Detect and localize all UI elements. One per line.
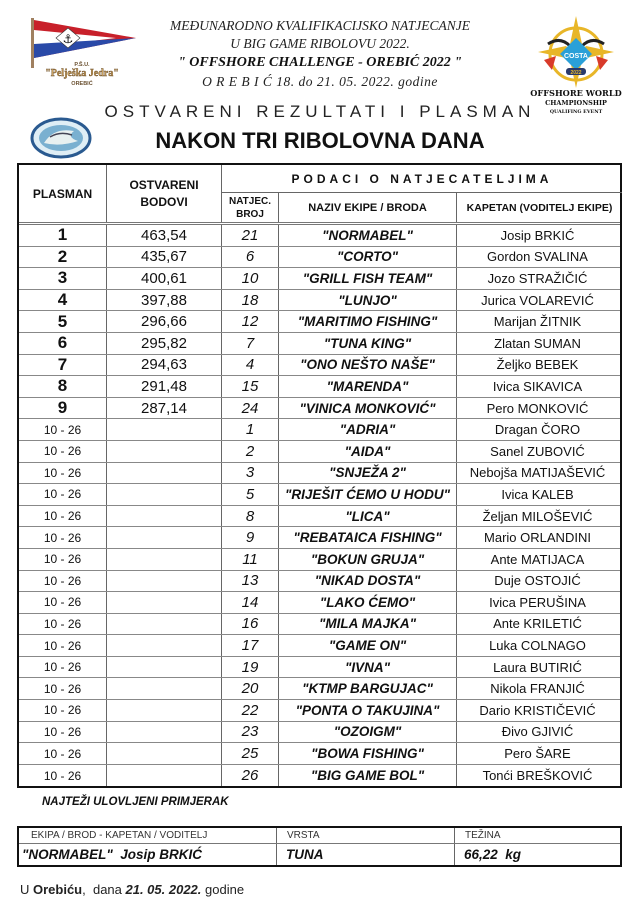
bodovi-cell: 296,66 xyxy=(107,311,222,332)
plasman-cell: 10 - 26 xyxy=(19,657,107,678)
kapetan-cell: Josip BRKIĆ xyxy=(500,227,575,243)
header-line-1: MEĐUNARODNO KVALIFIKACIJSKO NATJECANJE xyxy=(170,18,470,33)
svg-text:⚓: ⚓ xyxy=(62,32,74,46)
table-row xyxy=(19,376,620,398)
table-row xyxy=(19,463,620,485)
table-row xyxy=(19,722,620,744)
naziv-cell: "LUNJO" xyxy=(279,290,457,311)
naziv-cell: "SNJEŽA 2" xyxy=(279,463,457,484)
kapetan-cell: Đivo GJIVIĆ xyxy=(501,724,574,740)
naziv-cell: "GAME ON" xyxy=(279,635,457,656)
table-row xyxy=(19,700,620,722)
naziv-cell: "BOWA FISHING" xyxy=(279,743,457,764)
plasman-cell: 10 - 26 xyxy=(19,614,107,635)
plasman-cell: 10 - 26 xyxy=(19,743,107,764)
plasman-cell: 6 xyxy=(19,333,107,354)
table-row xyxy=(19,506,620,528)
bodovi-cell xyxy=(107,700,222,721)
plasman-cell: 1 xyxy=(19,225,107,246)
kapetan-cell: Pero ŠARE xyxy=(504,746,571,762)
table-row xyxy=(19,614,620,636)
broj-cell: 21 xyxy=(222,225,279,246)
naziv-cell: "BIG GAME BOL" xyxy=(279,765,457,787)
footer-place: Orebiću xyxy=(33,882,83,897)
naziv-cell: "MARENDA" xyxy=(279,376,457,397)
plasman-cell: 4 xyxy=(19,290,107,311)
naziv-cell: "LICA" xyxy=(279,506,457,527)
naziv-cell: "IVNA" xyxy=(279,657,457,678)
col-header-kapetan: KAPETAN (VODITELJ EKIPE) xyxy=(466,201,613,214)
footer-date: 21. 05. 2022. xyxy=(125,882,202,897)
broj-cell: 4 xyxy=(222,355,279,376)
plasman-cell: 10 - 26 xyxy=(19,419,107,440)
heaviest-catch-table xyxy=(17,826,622,867)
naziv-cell: "KTMP BARGUJAC" xyxy=(279,678,457,699)
logo-top-text: P.Š.U. xyxy=(74,62,90,68)
bodovi-cell xyxy=(107,571,222,592)
kapetan-cell: Nebojša MATIJAŠEVIĆ xyxy=(469,465,606,481)
naziv-cell: "REBATAICA FISHING" xyxy=(279,527,457,548)
bodovi-cell xyxy=(107,441,222,462)
broj-cell: 19 xyxy=(222,657,279,678)
plasman-cell: 5 xyxy=(19,311,107,332)
naziv-cell: "AIDA" xyxy=(279,441,457,462)
broj-cell: 18 xyxy=(222,290,279,311)
broj-cell: 1 xyxy=(222,419,279,440)
footer-mid: , dana xyxy=(82,882,126,897)
naziv-cell: "RIJEŠIT ĆEMO U HODU" xyxy=(279,484,457,505)
plasman-cell: 10 - 26 xyxy=(19,463,107,484)
col-header-bodovi-line2: BODOVI xyxy=(140,194,188,209)
kapetan-cell: Sanel ZUBOVIĆ xyxy=(490,443,585,459)
naziv-cell: "PONTA O TAKUJINA" xyxy=(279,700,457,721)
bodovi-cell: 294,63 xyxy=(107,355,222,376)
bodovi-cell xyxy=(107,463,222,484)
table-row xyxy=(19,527,620,549)
bodovi-cell: 463,54 xyxy=(107,225,222,246)
plasman-cell: 10 - 26 xyxy=(19,592,107,613)
col-header-vrsta: VRSTA xyxy=(277,828,455,843)
heaviest-catch-row xyxy=(19,844,620,865)
heaviest-catch-header-row xyxy=(19,828,620,844)
broj-cell: 8 xyxy=(222,506,279,527)
broj-cell: 16 xyxy=(222,614,279,635)
plasman-cell: 8 xyxy=(19,376,107,397)
bodovi-cell xyxy=(107,614,222,635)
naziv-cell: "ADRIA" xyxy=(279,419,457,440)
broj-cell: 22 xyxy=(222,700,279,721)
broj-cell: 10 xyxy=(222,268,279,289)
plasman-cell: 10 - 26 xyxy=(19,441,107,462)
kapetan-cell: Jurica VOLAREVIĆ xyxy=(481,292,594,308)
kapetan-cell: Pero MONKOVIĆ xyxy=(486,400,589,416)
kapetan-cell: Ivica PERUŠINA xyxy=(489,594,586,610)
kapetan-cell: Gordon SVALINA xyxy=(487,249,588,265)
kapetan-cell: Dario KRISTIČEVIĆ xyxy=(479,702,596,718)
bodovi-cell xyxy=(107,484,222,505)
bodovi-cell xyxy=(107,592,222,613)
footer-suffix: godine xyxy=(201,882,245,897)
col-header-broj xyxy=(222,193,279,222)
results-table-header xyxy=(19,165,620,225)
table-row xyxy=(19,268,620,290)
broj-cell: 3 xyxy=(222,463,279,484)
bodovi-cell xyxy=(107,506,222,527)
kapetan-cell: Ivica SIKAVICA xyxy=(492,378,583,394)
bodovi-cell: 287,14 xyxy=(107,398,222,419)
col-header-broj-line1: NATJEC. xyxy=(228,195,272,207)
kapetan-cell: Tonći BREŠKOVIĆ xyxy=(482,768,593,784)
table-row xyxy=(19,765,620,787)
plasman-cell: 10 - 26 xyxy=(19,527,107,548)
results-table xyxy=(17,163,622,788)
broj-cell: 24 xyxy=(222,398,279,419)
naziv-cell: "OZOIGM" xyxy=(279,722,457,743)
kapetan-cell: Laura BUTIRIĆ xyxy=(493,659,582,675)
table-row xyxy=(19,592,620,614)
broj-cell: 14 xyxy=(222,592,279,613)
plasman-cell: 10 - 26 xyxy=(19,722,107,743)
kapetan-cell: Željan MILOŠEVIĆ xyxy=(482,508,593,524)
page-title: OSTVARENI REZULTATI I PLASMAN xyxy=(104,102,536,121)
col-header-tezina: TEŽINA xyxy=(465,830,501,841)
broj-cell: 15 xyxy=(222,376,279,397)
naziv-cell: "MARITIMO FISHING" xyxy=(279,311,457,332)
table-row xyxy=(19,484,620,506)
logo-year-text: 2022 xyxy=(570,70,582,76)
table-row xyxy=(19,571,620,593)
kapetan-cell: Zlatan SUMAN xyxy=(494,335,581,351)
kapetan-cell: Ante KRILETIĆ xyxy=(493,616,582,632)
table-row xyxy=(19,247,620,269)
bodovi-cell: 400,61 xyxy=(107,268,222,289)
logo-line2: CHAMPIONSHIP xyxy=(545,99,607,107)
col-header-bodovi-line1: OSTVARENI xyxy=(129,177,199,192)
table-row xyxy=(19,678,620,700)
table-row xyxy=(19,355,620,377)
catch-ekipa: "NORMABEL" Josip BRKIĆ xyxy=(19,844,277,865)
broj-cell: 26 xyxy=(222,765,279,787)
table-row xyxy=(19,441,620,463)
plasman-cell: 10 - 26 xyxy=(19,678,107,699)
table-row xyxy=(19,290,620,312)
col-header-naziv: NAZIV EKIPE / BRODA xyxy=(279,193,457,222)
bodovi-cell: 435,67 xyxy=(107,247,222,268)
bodovi-cell xyxy=(107,549,222,570)
broj-cell: 20 xyxy=(222,678,279,699)
kapetan-cell: Dragan ČORO xyxy=(494,422,581,438)
bodovi-cell xyxy=(107,765,222,787)
plasman-cell: 2 xyxy=(19,247,107,268)
bodovi-cell: 397,88 xyxy=(107,290,222,311)
table-row xyxy=(19,311,620,333)
bodovi-cell xyxy=(107,527,222,548)
broj-cell: 12 xyxy=(222,311,279,332)
plasman-cell: 10 - 26 xyxy=(19,635,107,656)
bodovi-cell xyxy=(107,722,222,743)
plasman-cell: 10 - 26 xyxy=(19,506,107,527)
results-table-body xyxy=(19,225,620,786)
plasman-cell: 9 xyxy=(19,398,107,419)
col-header-broj-line2: BROJ xyxy=(236,208,264,220)
logo-line3: QUALIFING EVENT xyxy=(549,109,603,115)
event-name: " OFFSHORE CHALLENGE - OREBIĆ 2022 " xyxy=(178,55,462,70)
kapetan-cell: Nikola FRANJIĆ xyxy=(490,681,585,697)
col-header-bodovi xyxy=(107,165,222,222)
naziv-cell: "NORMABEL" xyxy=(279,225,457,246)
bodovi-cell xyxy=(107,743,222,764)
plasman-cell: 3 xyxy=(19,268,107,289)
bodovi-cell: 295,82 xyxy=(107,333,222,354)
naziv-cell: "VINICA MONKOVIĆ" xyxy=(279,398,457,419)
bodovi-cell: 291,48 xyxy=(107,376,222,397)
broj-cell: 23 xyxy=(222,722,279,743)
catch-tezina: 66,22 kg xyxy=(464,847,522,862)
plasman-cell: 10 - 26 xyxy=(19,571,107,592)
kapetan-cell: Marijan ŽITNIK xyxy=(493,314,582,330)
table-row xyxy=(19,225,620,247)
costa-badge-text: COSTA xyxy=(564,53,588,60)
broj-cell: 5 xyxy=(222,484,279,505)
plasman-cell: 10 - 26 xyxy=(19,484,107,505)
naziv-cell: "ONO NEŠTO NAŠE" xyxy=(279,355,457,376)
kapetan-cell: Mario ORLANDINI xyxy=(484,530,591,546)
table-row xyxy=(19,419,620,441)
bodovi-cell xyxy=(107,678,222,699)
plasman-cell: 7 xyxy=(19,355,107,376)
table-row xyxy=(19,333,620,355)
page-subtitle: NAKON TRI RIBOLOVNA DANA xyxy=(155,128,485,153)
footer-prefix: U xyxy=(20,882,33,897)
event-dates: O R E B I Ć 18. do 21. 05. 2022. godine xyxy=(202,74,438,89)
kapetan-cell: Ivica KALEB xyxy=(501,486,574,502)
logo-name-text: "Pelješka Jedra" xyxy=(45,68,119,79)
bodovi-cell xyxy=(107,657,222,678)
catch-vrsta: TUNA xyxy=(277,844,455,865)
kapetan-cell: Ante MATIJACA xyxy=(490,551,585,567)
col-group-header-podaci: PODACI O NATJECATELJIMA xyxy=(222,165,622,193)
logo-bottom-text: OREBIĆ xyxy=(71,81,93,87)
header-line-2: U BIG GAME RIBOLOVU 2022. xyxy=(230,36,410,51)
footer-date-line xyxy=(20,882,244,897)
naziv-cell: "LAKO ĆEMO" xyxy=(279,592,457,613)
plasman-cell: 10 - 26 xyxy=(19,549,107,570)
broj-cell: 13 xyxy=(222,571,279,592)
broj-cell: 6 xyxy=(222,247,279,268)
kapetan-cell: Luka COLNAGO xyxy=(489,638,586,654)
table-row xyxy=(19,549,620,571)
table-row xyxy=(19,635,620,657)
kapetan-cell: Jozo STRAŽIČIĆ xyxy=(487,270,588,286)
col-header-ekipa: EKIPA / BROD - KAPETAN / VODITELJ xyxy=(19,828,277,843)
broj-cell: 25 xyxy=(222,743,279,764)
heaviest-catch-title: NAJTEŽI ULOVLJENI PRIMJERAK xyxy=(42,796,229,808)
naziv-cell: "BOKUN GRUJA" xyxy=(279,549,457,570)
broj-cell: 7 xyxy=(222,333,279,354)
naziv-cell: "GRILL FISH TEAM" xyxy=(279,268,457,289)
naziv-cell: "NIKAD DOSTA" xyxy=(279,571,457,592)
col-header-plasman: PLASMAN xyxy=(19,165,107,222)
naziv-cell: "MILA MAJKA" xyxy=(279,614,457,635)
logo-line1: OFFSHORE WORLD xyxy=(530,88,622,98)
naziv-cell: "CORTO" xyxy=(279,247,457,268)
table-row xyxy=(19,398,620,420)
broj-cell: 17 xyxy=(222,635,279,656)
broj-cell: 11 xyxy=(222,549,279,570)
table-row xyxy=(19,657,620,679)
broj-cell: 2 xyxy=(222,441,279,462)
plasman-cell: 10 - 26 xyxy=(19,765,107,787)
naziv-cell: "TUNA KING" xyxy=(279,333,457,354)
kapetan-cell: Željko BEBEK xyxy=(496,357,579,373)
kapetan-cell: Duje OSTOJIĆ xyxy=(494,573,581,589)
table-row xyxy=(19,743,620,765)
plasman-cell: 10 - 26 xyxy=(19,700,107,721)
broj-cell: 9 xyxy=(222,527,279,548)
bodovi-cell xyxy=(107,419,222,440)
bodovi-cell xyxy=(107,635,222,656)
